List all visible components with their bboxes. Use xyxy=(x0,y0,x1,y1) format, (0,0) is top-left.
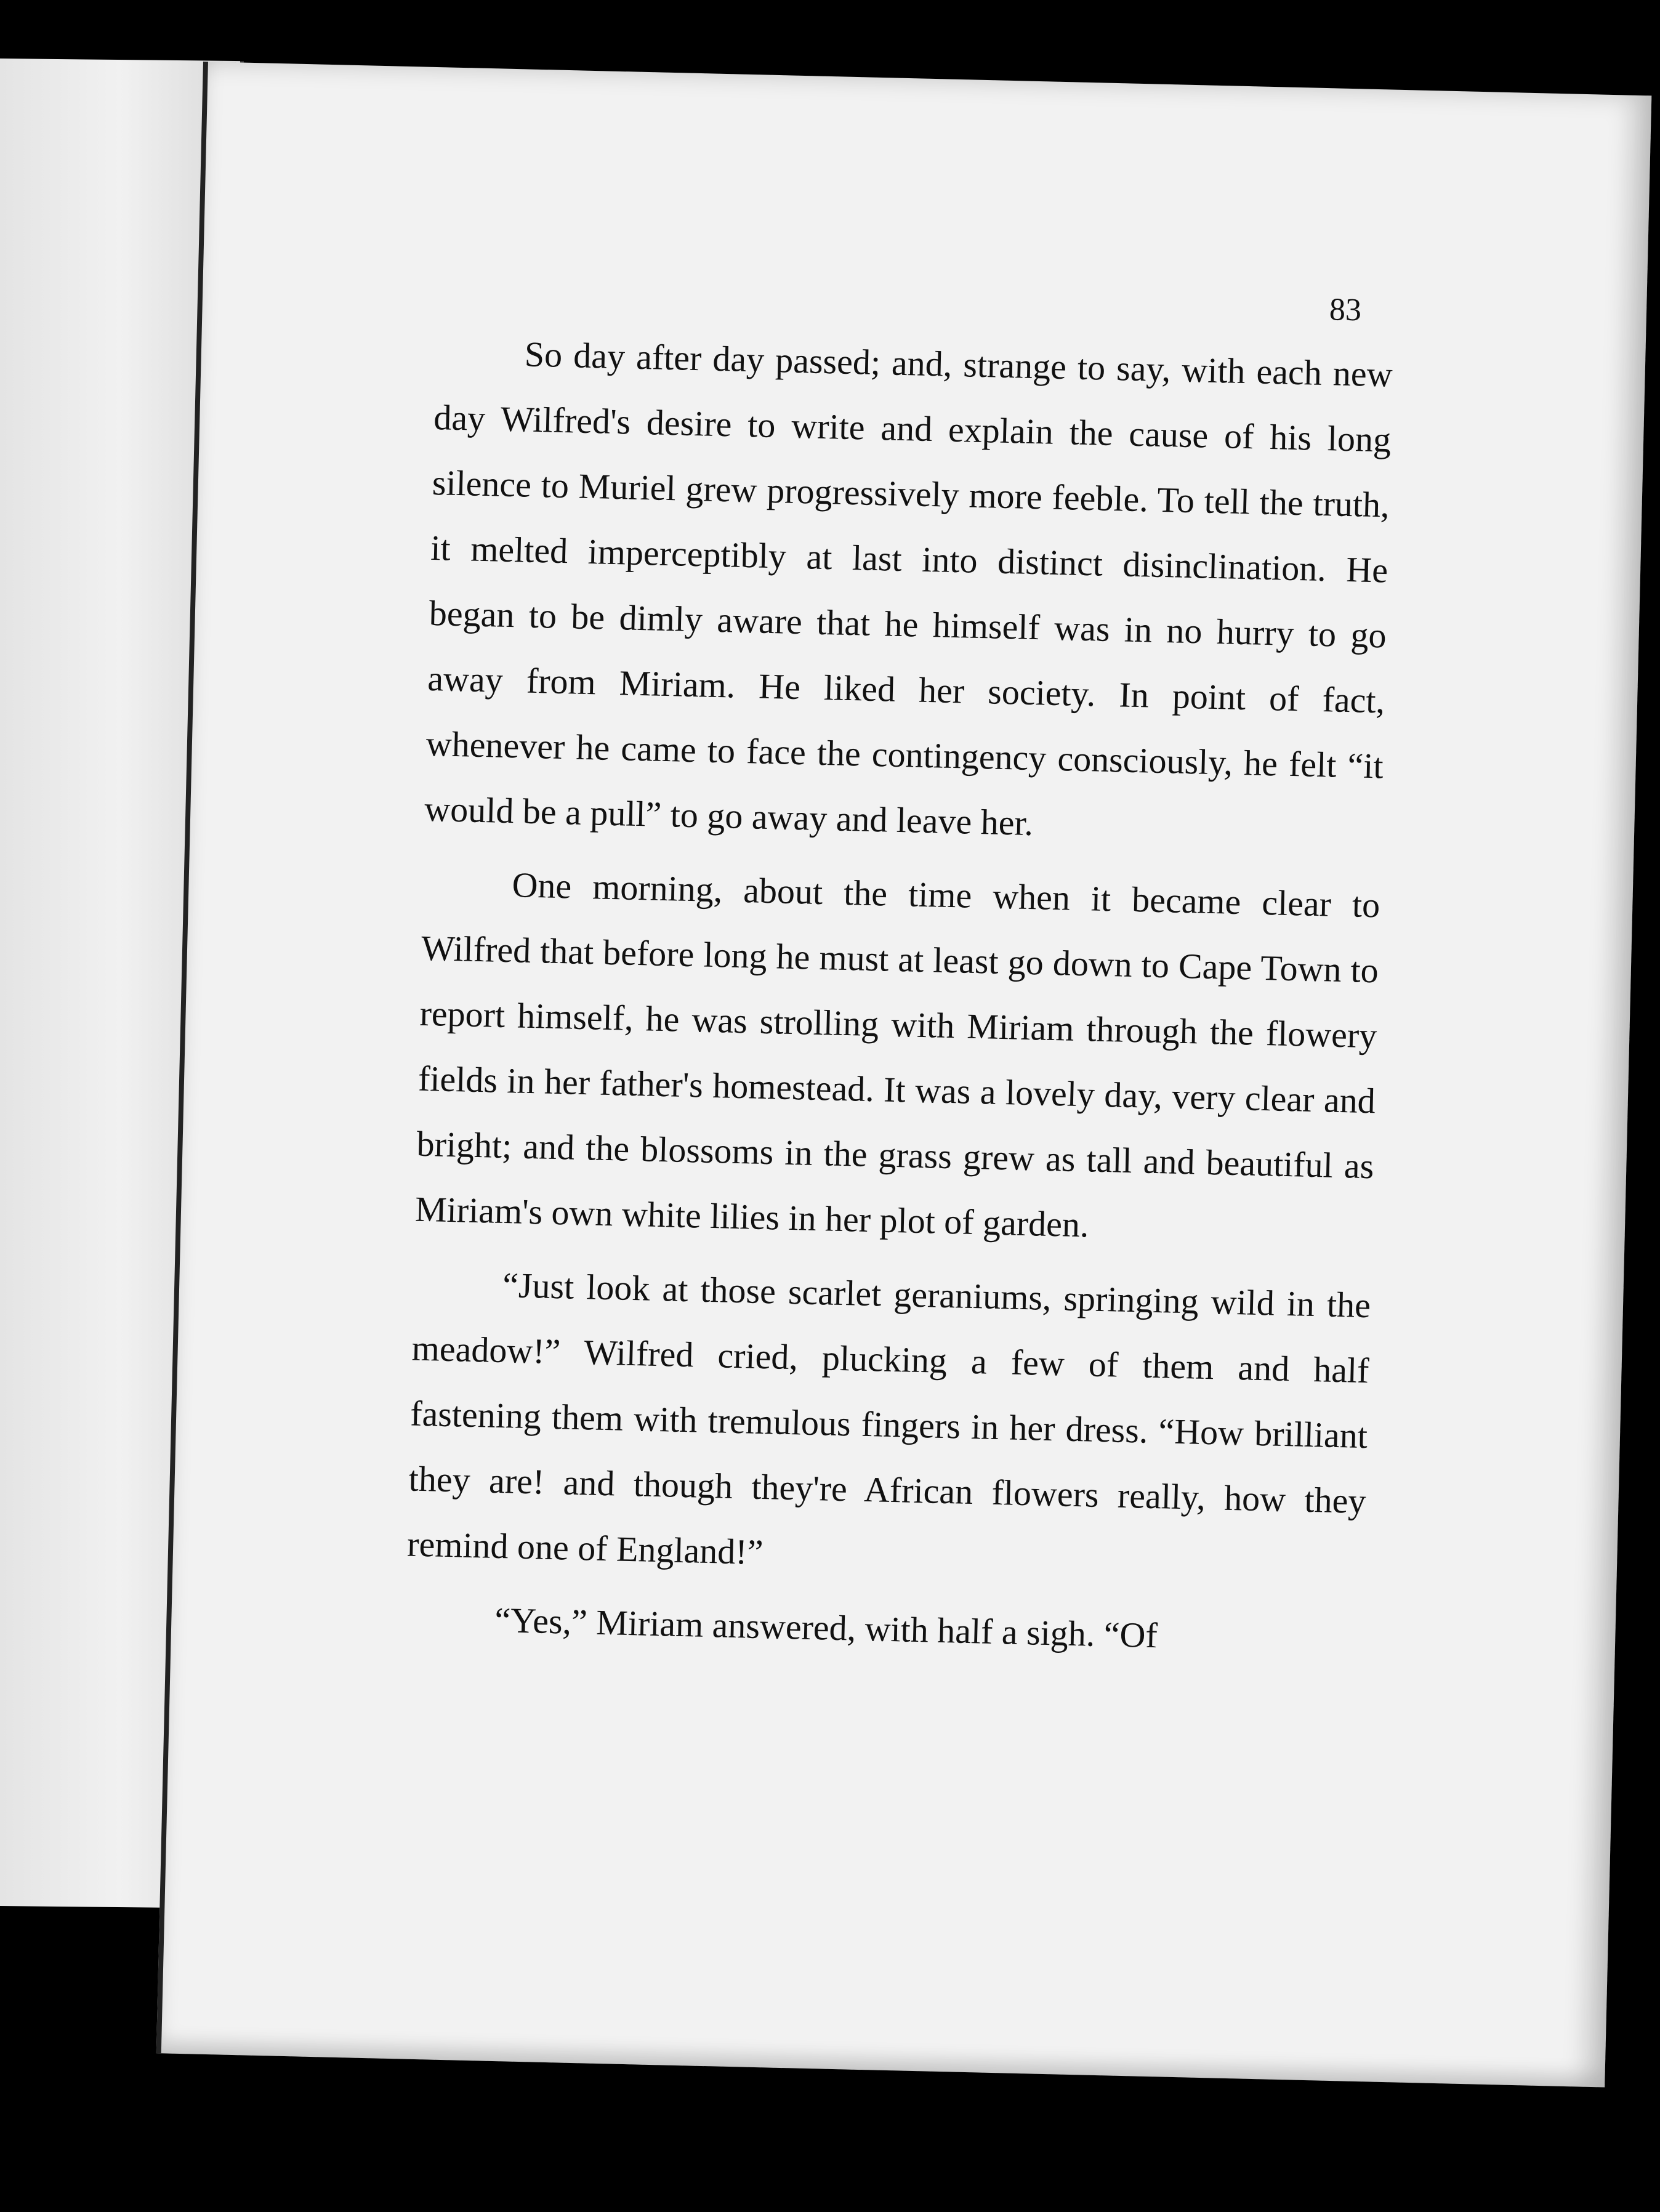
paragraph: “Just look at those scarlet geraniums, springing wild in the meadow!” Wilfred cried, plucking a few of them and half fastening them with tremulous fingers in her dress. “How brilliant they are! and though they're African flowers really, how they remind one of England!” xyxy=(406,1265,1371,1573)
paragraph: “Yes,” Miriam answered, with half a sigh. “Of xyxy=(494,1599,1158,1656)
paragraph: One morning, about the time when it became clear to Wilfred that before long he must at least go down to Cape Town to report himself, he was strolling with Miriam through the flowery fields in her father's homestead. It was a lovely day, very clear and bright; and the blossoms in the grass grew as tall and beautiful as Miriam's own white lilies in her plot of garden. xyxy=(414,865,1381,1245)
page-number: 83 xyxy=(1329,292,1362,328)
paragraph: So day after day passed; and, strange to say, with each new day Wilfred's desire to write and explain the cause of his long silence to Muriel grew progressively more feeble. To tell the truth, it melted imperceptibly at last into distinct disinclination. He began to be dimly aware that he himself was in no hurry to go away from Miriam. He liked her society. In point of fact, whenever he came to face the contingency consciously, he felt “it would be a pull” to go away and leave her. xyxy=(424,334,1393,844)
book-page xyxy=(156,62,1652,2088)
page-body xyxy=(405,320,1393,1673)
